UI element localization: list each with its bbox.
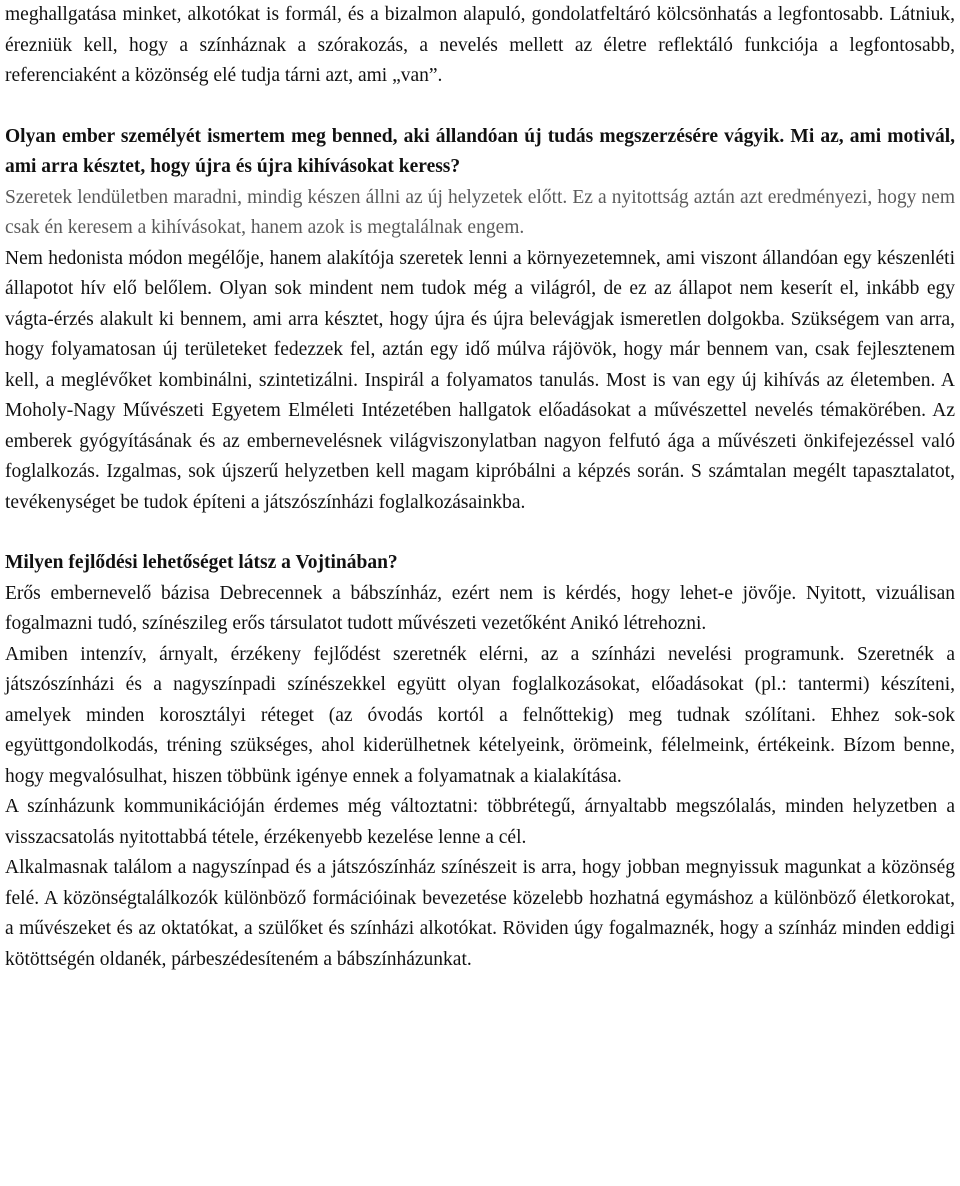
- interview-question-1: Olyan ember személyét ismertem meg benned, aki állandóan új tudás megszerzésére vágyik. Mi az, ami motivál, ami arra késztet, hogy újra és újra kihívásokat keress?: [5, 125, 955, 177]
- paragraph-spacer: [5, 92, 955, 122]
- interview-question-2: Milyen fejlődési lehetőséget látsz a Vojtinában?: [5, 552, 398, 573]
- answer-2-paragraph-2: Amiben intenzív, árnyalt, érzékeny fejlődést szeretnék elérni, az a színházi nevelési programunk. Szeretnék a játszószínházi és a nagyszínpadi színészekkel együtt olyan foglalkozásokat, előadásokat (pl.: tantermi) készíteni, amelyek minden korosztályi réteget (az óvodás kortól a felnőttekig) meg tudnak szólítani. Ehhez sok-sok együttgondolkodás, tréning szükséges, ahol kiderülhetnek kételyeink, örömeink, félelmeink, értékeink. Bízom benne, hogy megvalósulhat, hiszen többünk igénye ennek a folyamatnak a kialakítása.: [5, 643, 955, 787]
- answer-1-paragraph-1: Szeretek lendületben maradni, mindig készen állni az új helyzetek előtt. Ez a nyitottság aztán azt eredményezi, hogy nem csak én keresem a kihívásokat, hanem azok is megtalálnak engem.: [5, 186, 955, 238]
- answer-1-paragraph-2: Nem hedonista módon megélője, hanem alakítója szeretek lenni a környezetemnek, ami viszont állandóan egy készenléti állapotot hív elő belőlem. Olyan sok mindent nem tudok még a világról, de ez az állapot nem keserít el, inkább egy vágta-érzés alakult ki bennem, ami arra késztet, hogy újra és újra belevágjak ismeretlen dolgokba. Szükségem van arra, hogy folyamatosan új területeket fedezzek fel, aztán egy idő múlva rájövök, hogy már bennem van, csak fejlesztenem kell, a meglévőket kombinálni, szintetizálni. Inspirál a folyamatos tanulás. Most is van egy új kihívás az életemben. A Moholy-Nagy Művészeti Egyetem Elméleti Intézetében hallgatok előadásokat a művészettel nevelés témakörében. Az emberek gyógyításának és az embernevelésnek világviszonylatban nagyon felfutó ága a művészeti önkifejezéssel való foglalkozás. Izgalmas, sok újszerű helyzetben kell magam kipróbálni a képzés során. S számtalan megélt tapasztalatot, tevékenységet be tudok építeni a játszószínházi foglalkozásainkba.: [5, 247, 955, 513]
- answer-2-paragraph-1: Erős embernevelő bázisa Debrecennek a bábszínház, ezért nem is kérdés, hogy lehet-e jövője. Nyitott, vizuálisan fogalmazni tudó, színészileg erős társulatot tudott művészeti vezetőként Anikó létrehozni.: [5, 582, 955, 634]
- answer-2-paragraph-3: A színházunk kommunikációján érdemes még változtatni: többrétegű, árnyaltabb megszólalás, minden helyzetben a visszacsatolás nyitottabbá tétele, érzékenyebb kezelése lenne a cél.: [5, 796, 955, 848]
- answer-2-paragraph-4: Alkalmasnak találom a nagyszínpad és a játszószínház színészeit is arra, hogy jobban megnyissuk magunkat a közönség felé. A közönségtalálkozók különböző formációinak bevezetése közelebb hozhatná egymáshoz a különböző életkorokat, a művészeket és az oktatókat, a szülőket és színházi alkotókat. Röviden úgy fogalmaznék, hogy a színház minden eddigi kötöttségén oldanék, párbeszédesíteném a bábszínházunkat.: [5, 857, 955, 970]
- paragraph-spacer: [5, 518, 955, 548]
- intro-paragraph: meghallgatása minket, alkotókat is formál, és a bizalmon alapuló, gondolatfeltáró kölcsönhatás a legfontosabb. Látniuk, érezniük kell, hogy a színháznak a szórakozás, a nevelés mellett az életre reflektáló funkciója a legfontosabb, referenciaként a közönség elé tudja tárni azt, ami „van”.: [5, 4, 955, 86]
